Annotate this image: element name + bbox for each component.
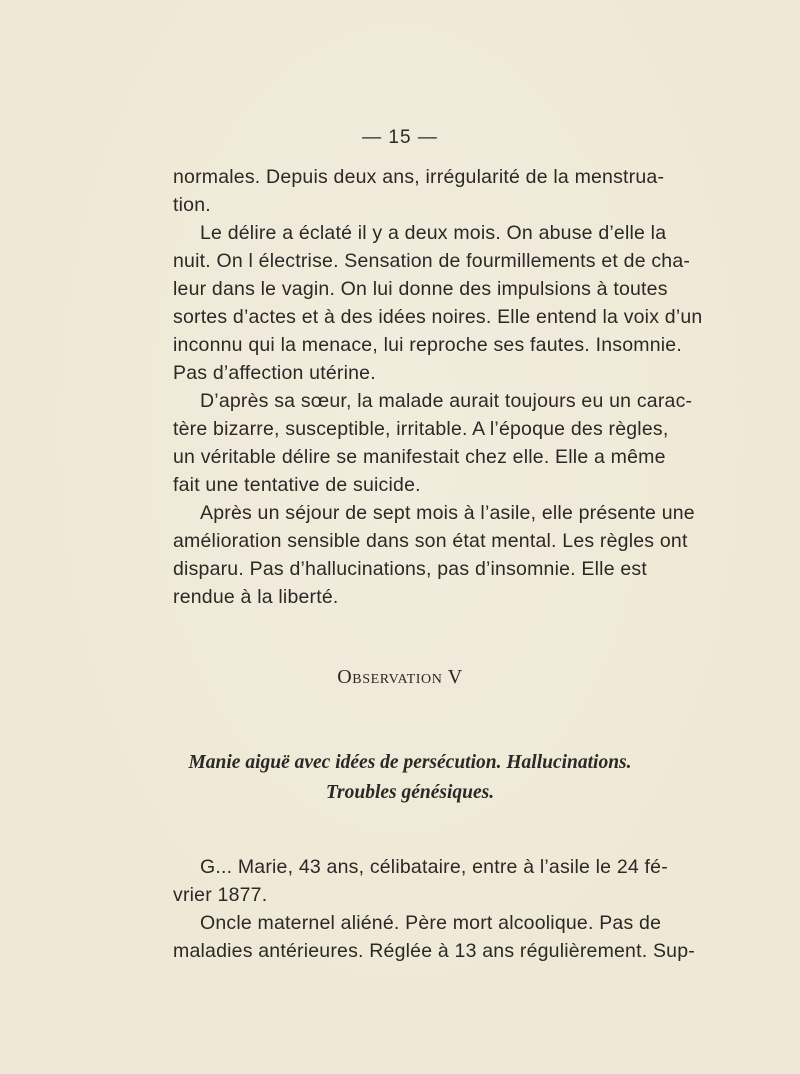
text-line: fait une tentative de suicide. — [173, 474, 421, 496]
text-line: G... Marie, 43 ans, célibataire, entre à l’asile le 24 fé- — [200, 856, 668, 878]
text-line: rendue à la liberté. — [173, 586, 339, 608]
text-line: nuit. On l électrise. Sensation de fourmillements et de cha- — [173, 250, 691, 272]
text-line: disparu. Pas d’hallucinations, pas d’insomnie. Elle est — [173, 558, 647, 580]
text-block-2 — [173, 853, 695, 965]
observation-subtitle-line: Manie aiguë avec idées de persécution. Hallucinations. — [188, 752, 632, 773]
text-block-1 — [173, 163, 703, 611]
text-line: vrier 1877. — [173, 884, 268, 906]
page-number: — 15 — — [362, 127, 438, 148]
text-line: amélioration sensible dans son état mental. Les règles ont — [173, 530, 688, 552]
text-line: Pas d’affection utérine. — [173, 362, 376, 384]
text-line: sortes d’actes et à des idées noires. Elle entend la voix d’un — [173, 306, 703, 328]
text-line: un véritable délire se manifestait chez elle. Elle a même — [173, 446, 666, 468]
text-line: normales. Depuis deux ans, irrégularité de la menstrua- — [173, 166, 665, 188]
text-line: leur dans le vagin. On lui donne des impulsions à toutes — [173, 278, 668, 300]
observation-subtitle-line: Troubles génésiques. — [325, 782, 495, 803]
text-line: D’après sa sœur, la malade aurait toujours eu un carac- — [200, 390, 693, 412]
text-line: maladies antérieures. Réglée à 13 ans régulièrement. Sup- — [173, 940, 695, 962]
text-line: Après un séjour de sept mois à l’asile, elle présente une — [200, 502, 695, 524]
observation-heading: Observation V — [337, 666, 463, 688]
text-line: Oncle maternel aliéné. Père mort alcoolique. Pas de — [200, 912, 662, 934]
text-line: inconnu qui la menace, lui reproche ses fautes. Insomnie. — [173, 334, 682, 356]
text-line: tion. — [173, 194, 211, 216]
text-line: Le délire a éclaté il y a deux mois. On abuse d’elle la — [200, 222, 667, 244]
text-line: tère bizarre, susceptible, irritable. A l’époque des règles, — [173, 418, 669, 440]
